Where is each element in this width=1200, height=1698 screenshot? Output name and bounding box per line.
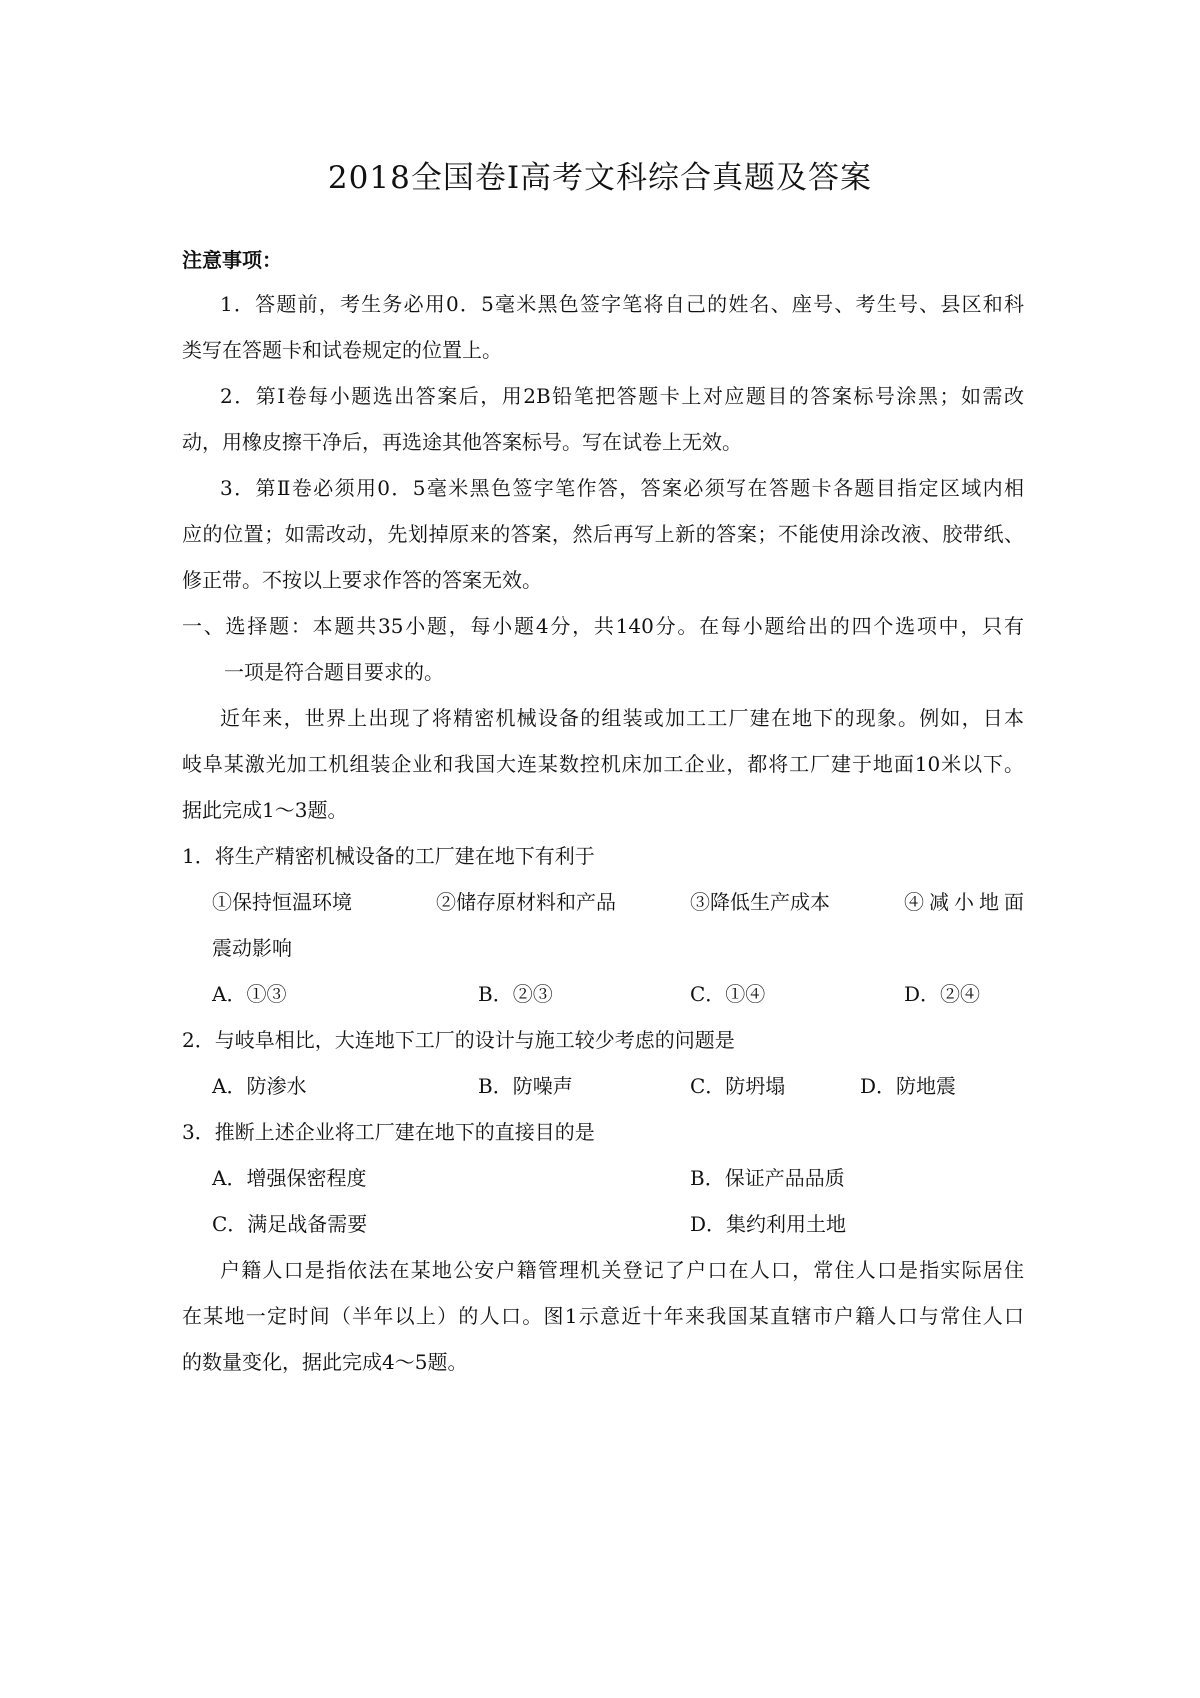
passage-1-line-3: 据此完成1～3题。	[182, 798, 348, 822]
question-2-stem: 2．与岐阜相比，大连地下工厂的设计与施工较少考虑的问题是	[182, 1028, 735, 1052]
notice-heading: 注意事项：	[182, 248, 282, 272]
question-1-statement-4: ④减小地面	[904, 890, 1029, 914]
notice-item-3-line-2: 应的位置；如需改动，先划掉原来的答案，然后再写上新的答案；不能使用涂改液、胶带纸、	[182, 522, 1024, 546]
passage-1-line-1: 近年来，世界上出现了将精密机械设备的组装或加工工厂建在地下的现象。例如，日本	[220, 706, 1024, 730]
notice-item-2-line-2: 动，用橡皮擦干净后，再选途其他答案标号。写在试卷上无效。	[182, 430, 742, 454]
question-2-option-a[interactable]: A．防渗水	[212, 1074, 307, 1098]
question-1-option-a[interactable]: A．①③	[212, 982, 287, 1006]
question-2-option-d[interactable]: D．防地震	[860, 1074, 957, 1098]
notice-item-2-line-1: 2．第Ⅰ卷每小题选出答案后，用2B铅笔把答题卡上对应题目的答案标号涂黑；如需改	[220, 384, 1024, 408]
question-3-option-b[interactable]: B．保证产品品质	[690, 1166, 845, 1190]
page-title: 2018全国卷Ⅰ高考文科综合真题及答案	[327, 160, 873, 196]
question-2-option-b[interactable]: B．防噪声	[478, 1074, 573, 1098]
question-1-statement-4-cont: 震动影响	[212, 936, 292, 960]
question-1-option-c[interactable]: C．①④	[690, 982, 766, 1006]
question-1-stem: 1．将生产精密机械设备的工厂建在地下有利于	[182, 844, 595, 868]
question-3-option-d[interactable]: D．集约利用土地	[690, 1212, 847, 1236]
question-2-option-c[interactable]: C．防坍塌	[690, 1074, 786, 1098]
notice-item-1-line-2: 类写在答题卡和试卷规定的位置上。	[182, 338, 502, 362]
notice-item-1-line-1: 1．答题前，考生务必用0．5毫米黑色签字笔将自己的姓名、座号、考生号、县区和科	[220, 292, 1024, 316]
notice-item-3-line-1: 3．第Ⅱ卷必须用0．5毫米黑色签字笔作答，答案必须写在答题卡各题目指定区域内相	[220, 476, 1024, 500]
section-1-heading-line-1: 一、选择题：本题共35小题，每小题4分，共140分。在每小题给出的四个选项中，只有	[182, 614, 1024, 638]
question-3-stem: 3．推断上述企业将工厂建在地下的直接目的是	[182, 1120, 595, 1144]
question-3-option-a[interactable]: A．增强保密程度	[212, 1166, 367, 1190]
section-1-heading-line-2: 一项是符合题目要求的。	[224, 660, 444, 684]
question-1-option-d[interactable]: D．②④	[904, 982, 981, 1006]
question-3-option-c[interactable]: C．满足战备需要	[212, 1212, 368, 1236]
question-1-statement-2: ②储存原材料和产品	[436, 890, 616, 914]
question-1-statement-3: ③降低生产成本	[690, 890, 830, 914]
passage-1-line-2: 岐阜某激光加工机组装企业和我国大连某数控机床加工企业，都将工厂建于地面10米以下。	[182, 752, 1024, 776]
question-1-statement-1: ①保持恒温环境	[212, 890, 352, 914]
notice-item-3-line-3: 修正带。不按以上要求作答的答案无效。	[182, 568, 542, 592]
passage-2-line-3: 的数量变化，据此完成4～5题。	[182, 1350, 468, 1374]
passage-2-line-2: 在某地一定时间（半年以上）的人口。图1示意近十年来我国某直辖市户籍人口与常住人口	[182, 1304, 1024, 1328]
question-1-option-b[interactable]: B．②③	[478, 982, 553, 1006]
passage-2-line-1: 户籍人口是指依法在某地公安户籍管理机关登记了户口在人口，常住人口是指实际居住	[220, 1258, 1024, 1282]
